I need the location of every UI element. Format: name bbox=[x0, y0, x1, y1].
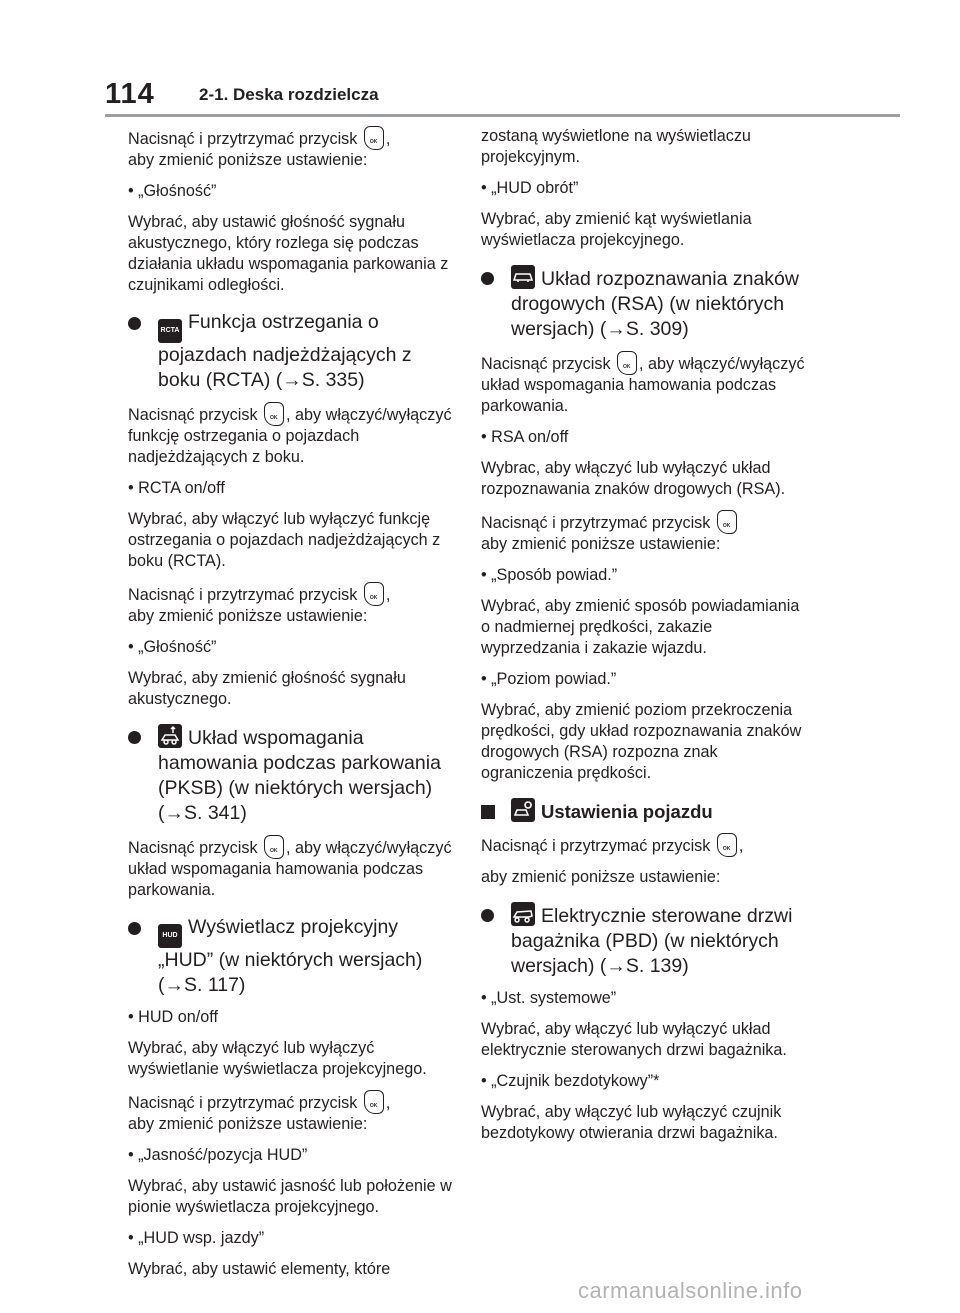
bullet-square-icon bbox=[481, 805, 495, 819]
road-sign-icon bbox=[511, 265, 535, 289]
ok-button-icon bbox=[364, 1090, 384, 1114]
ok-button-icon bbox=[717, 510, 737, 534]
section-title: 2-1. Deska rozdzielcza bbox=[199, 85, 379, 104]
paragraph: Nacisnąć przycisk OK , aby włączyć/wyłączyć funkcję ostrzegania o pojazdach nadjeżdżających z boku. bbox=[128, 402, 453, 468]
ok-button-icon bbox=[364, 582, 384, 606]
paragraph: Wybrać, aby zmienić kąt wyświetlania wyświetlacza projekcyjnego. bbox=[481, 210, 752, 249]
vehicle-settings-heading: Ustawienia pojazdu bbox=[481, 798, 806, 824]
ok-button-icon bbox=[264, 835, 284, 859]
bullet-dot-icon bbox=[481, 272, 494, 285]
list-item: • „HUD obrót” bbox=[481, 178, 806, 199]
paragraph: zostaną wyświetlone na wyświetlaczu projekcyjnym. bbox=[481, 127, 751, 166]
paragraph: Wybrać, aby zmienić poziom przekroczenia prędkości, gdy układ rozpoznawania znaków drogowych (RSA) rozpozna znak ograniczenia prędkości. bbox=[481, 701, 802, 782]
list-item: • „Jasność/pozycja HUD” bbox=[128, 1145, 453, 1166]
parking-brake-icon bbox=[158, 724, 182, 748]
rcta-icon: RCTA bbox=[158, 319, 182, 343]
pbd-heading: Elektrycznie sterowane drzwi bagażnika (PBD) (w niektórych wersjach) (→S. 139) bbox=[481, 902, 806, 979]
list-item: • RSA on/off bbox=[481, 427, 806, 448]
list-item: • „Sposób powiad.” bbox=[481, 565, 806, 586]
paragraph: Nacisnąć przycisk OK , aby włączyć/wyłączyć układ wspomagania hamowania podczas parkowania. bbox=[128, 835, 453, 901]
list-item: • „Ust. systemowe” bbox=[481, 988, 806, 1009]
list-item: • „Głośność” bbox=[128, 637, 453, 658]
paragraph: Nacisnąć przycisk OK , aby włączyć/wyłączyć układ wspomagania hamowania podczas parkowania. bbox=[481, 351, 806, 417]
ok-button-icon bbox=[264, 402, 284, 426]
list-item: • „HUD wsp. jazdy” bbox=[128, 1228, 453, 1249]
bullet-dot-icon bbox=[128, 317, 141, 330]
list-item: • „Czujnik bezdotykowy”* bbox=[481, 1071, 806, 1092]
page-number: 114 bbox=[105, 78, 155, 110]
paragraph: aby zmienić poniższe ustawienie: bbox=[481, 868, 721, 886]
pksb-heading: Układ wspomagania hamowania podczas parkowania (PKSB) (w niektórych wersjach) (→S. 341) bbox=[128, 724, 453, 826]
bullet-dot-icon bbox=[481, 909, 494, 922]
paragraph: Wybrać, aby włączyć lub wyłączyć układ elektrycznie sterowanych drzwi bagażnika. bbox=[481, 1020, 787, 1059]
hud-heading: HUD Wyświetlacz projekcyjny „HUD” (w niektórych wersjach) (→S. 117) bbox=[128, 915, 453, 998]
paragraph: Wybrać, aby włączyć lub wyłączyć funkcję ostrzegania o pojazdach nadjeżdżających z boku (RCTA). bbox=[128, 510, 441, 570]
power-back-door-icon bbox=[511, 902, 535, 926]
bullet-dot-icon bbox=[128, 922, 141, 935]
right-column bbox=[481, 126, 806, 1154]
list-item: • „Poziom powiad.” bbox=[481, 669, 806, 690]
paragraph: Wybrać, aby ustawić jasność lub położenie w pionie wyświetlacza projekcyjnego. bbox=[128, 1177, 452, 1216]
bullet-dot-icon bbox=[128, 731, 141, 744]
car-settings-icon bbox=[511, 798, 535, 822]
left-column bbox=[128, 126, 453, 1290]
rcta-heading: RCTA Funkcja ostrzegania o pojazdach nadjeżdżających z boku (RCTA) (→S. 335) bbox=[128, 310, 453, 393]
list-item: • HUD on/off bbox=[128, 1007, 453, 1028]
ok-button-icon bbox=[617, 351, 637, 375]
paragraph: Wybrać, aby włączyć lub wyłączyć czujnik bezdotykowy otwierania drzwi bagażnika. bbox=[481, 1103, 782, 1142]
paragraph: Wybrać, aby ustawić głośność sygnału akustycznego, który rozlega się podczas działania układu wspomagania parkowania z czujnikami odległości. bbox=[128, 213, 449, 294]
paragraph: Nacisnąć i przytrzymać przycisk OK , bbox=[481, 833, 806, 857]
list-item: • „Głośność” bbox=[128, 181, 453, 202]
paragraph: Wybrac, aby włączyć lub wyłączyć układ rozpoznawania znaków drogowych (RSA). bbox=[481, 459, 786, 498]
paragraph: Nacisnąć i przytrzymać przycisk OK , aby zmienić poniższe ustawienie: bbox=[128, 1090, 453, 1135]
paragraph: Wybrać, aby zmienić sposób powiadamiania o nadmiernej prędkości, zakazie wyprzedzania i zakazie wjazdu. bbox=[481, 597, 800, 657]
hud-icon: HUD bbox=[158, 924, 182, 948]
ok-button-icon bbox=[717, 833, 737, 857]
paragraph: Wybrać, aby zmienić głośność sygnału akustycznego. bbox=[128, 669, 406, 708]
paragraph: Nacisnąć i przytrzymać przycisk OK , aby zmienić poniższe ustawienie: bbox=[128, 126, 453, 171]
paragraph: Nacisnąć i przytrzymać przycisk OK , aby zmienić poniższe ustawienie: bbox=[128, 582, 453, 627]
list-item: • RCTA on/off bbox=[128, 478, 453, 499]
ok-button-icon bbox=[364, 126, 384, 150]
paragraph: Wybrać, aby ustawić elementy, które bbox=[128, 1260, 391, 1278]
header-divider bbox=[105, 114, 900, 117]
paragraph: Wybrać, aby włączyć lub wyłączyć wyświetlanie wyświetlacza projekcyjnego. bbox=[128, 1039, 427, 1078]
rsa-heading: Układ rozpoznawania znaków drogowych (RSA) (w niektórych wersjach) (→S. 309) bbox=[481, 265, 806, 342]
page-header bbox=[105, 78, 900, 118]
paragraph: Nacisnąć i przytrzymać przycisk OK aby zmienić poniższe ustawienie: bbox=[481, 510, 806, 555]
watermark: carmanualsonline.info bbox=[578, 1278, 803, 1303]
